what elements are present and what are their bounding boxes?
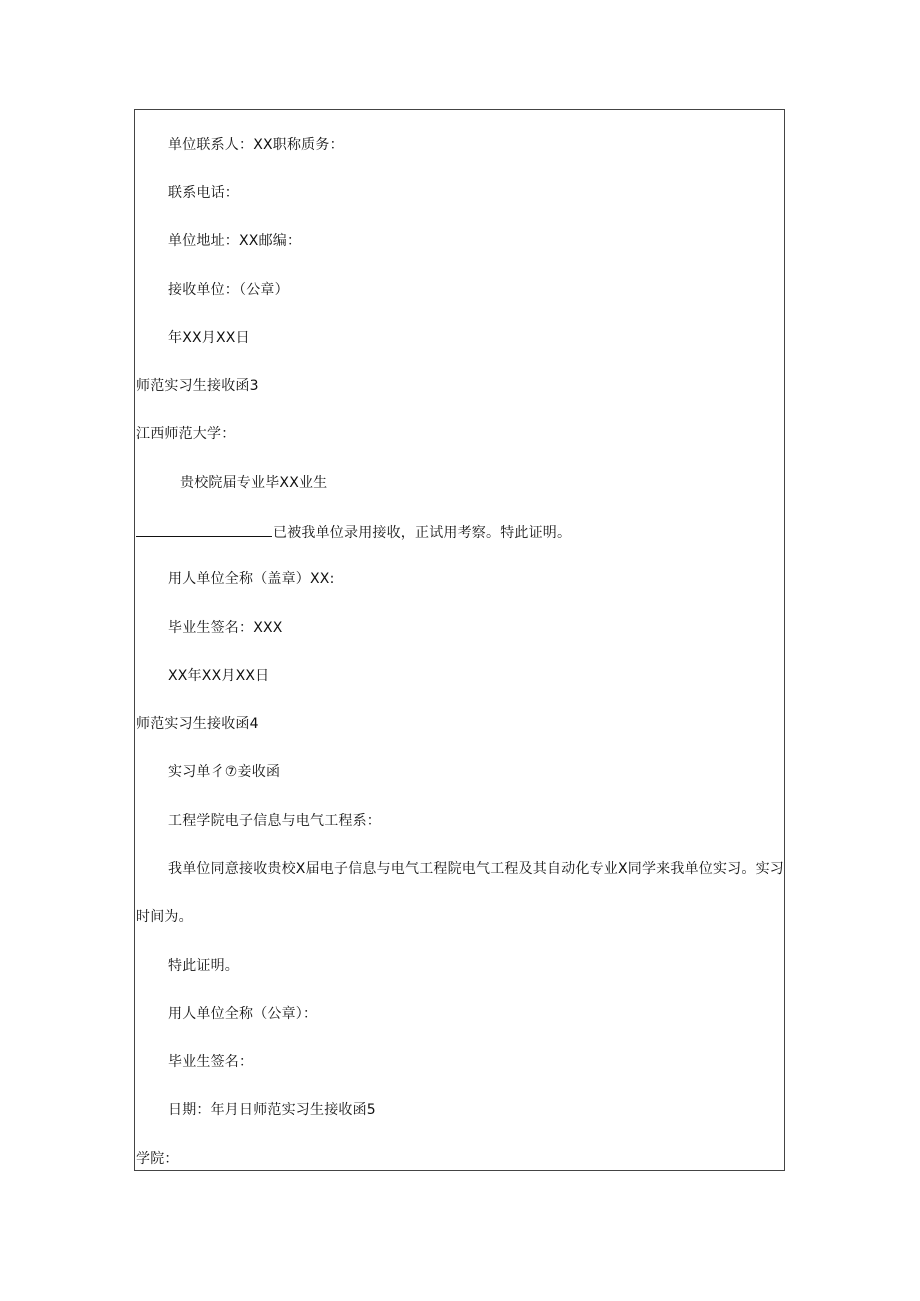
date-and-heading-5: 日期：年月日师范实习生接收函5	[168, 1102, 376, 1118]
date-line-1: 年XX月XX日	[168, 330, 250, 346]
fill-in-blank	[136, 522, 272, 537]
graduate-signature-line-2: 毕业生签名：	[168, 1054, 254, 1070]
acceptance-statement-line	[136, 522, 571, 542]
graduate-intro-line: 贵校院届专业毕XX业生	[180, 475, 328, 491]
acceptance-statement-text: 已被我单位录用接收，正试用考察。特此证明。	[273, 525, 572, 541]
certification-line: 特此证明。	[168, 958, 239, 974]
internship-body-line: 我单位同意接收贵校X届电子信息与电气工程院电气工程及其自动化专业X同学来我单位实习。实习	[168, 861, 784, 877]
section-heading-3: 师范实习生接收函3	[136, 378, 259, 394]
letter-title: 实习单彳⑦妾收函	[168, 764, 281, 780]
date-line-2: XX年XX月XX日	[168, 668, 270, 684]
internship-time-line: 时间为。	[136, 909, 193, 925]
graduate-signature-line: 毕业生签名：XXX	[168, 620, 283, 636]
unit-address-line: 单位地址：XX邮编：	[168, 233, 302, 249]
contact-person-line: 单位联系人：XX职称质务：	[168, 137, 344, 153]
addressee-engineering: 工程学院电子信息与电气工程系：	[168, 813, 381, 829]
employer-name-line: 用人单位全称（盖章）XX:	[168, 571, 335, 587]
employer-seal-line: 用人单位全称（公章）：	[168, 1006, 318, 1022]
contact-phone-line: 联系电话：	[168, 185, 239, 201]
receiving-unit-line: 接收单位：（公章）	[168, 282, 289, 298]
college-line: 学院：	[136, 1151, 179, 1167]
addressee-jxnu: 江西师范大学：	[136, 426, 236, 442]
section-heading-4: 师范实习生接收函4	[136, 716, 259, 732]
